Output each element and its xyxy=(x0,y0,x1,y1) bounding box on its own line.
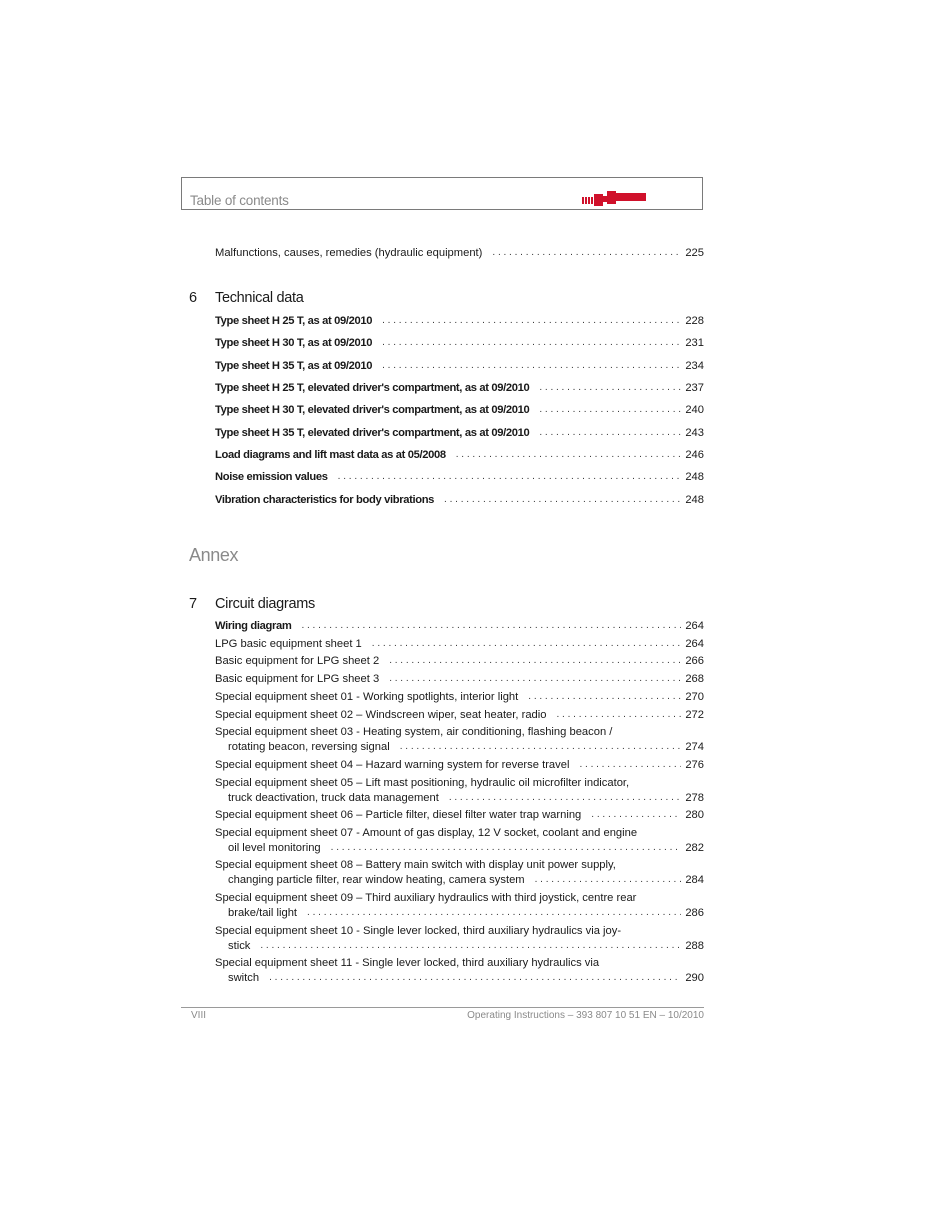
leader-dots xyxy=(556,708,681,722)
leader-dots xyxy=(307,906,681,920)
page-number: VIII xyxy=(191,1010,207,1021)
leader-dots xyxy=(539,403,681,417)
toc-entry-title-line[interactable]: Special equipment sheet 03 - Heating system, air conditioning, flashing beacon / xyxy=(215,726,613,739)
toc-entry-title: Special equipment sheet 04 – Hazard warning system for reverse travel xyxy=(215,758,570,771)
footer-divider xyxy=(181,1007,704,1008)
toc-entry-title: switch xyxy=(228,972,260,985)
toc-entry-page: 231 xyxy=(685,337,704,349)
toc-entry-title: truck deactivation, truck data management xyxy=(228,791,439,804)
toc-entry[interactable] xyxy=(215,493,704,507)
toc-entry[interactable] xyxy=(215,619,704,633)
toc-entry-page: 274 xyxy=(685,741,704,754)
section-title: Technical data xyxy=(215,290,304,306)
toc-entry-title-line[interactable]: Special equipment sheet 08 – Battery main switch with display unit power supply, xyxy=(215,859,616,872)
toc-entry[interactable] xyxy=(215,654,704,668)
toc-entry-page: 228 xyxy=(685,315,704,327)
leader-dots xyxy=(579,758,681,772)
toc-entry-title: Special equipment sheet 02 – Windscreen wiper, seat heater, radio xyxy=(215,708,547,721)
toc-entry[interactable] xyxy=(215,381,704,395)
toc-entry-page: 225 xyxy=(685,247,704,259)
brand-logo-icon xyxy=(582,190,648,208)
toc-entry-page: 278 xyxy=(685,791,704,804)
toc-entry[interactable] xyxy=(228,939,704,953)
toc-entry-title: LPG basic equipment sheet 1 xyxy=(215,637,362,650)
toc-entry-title: Malfunctions, causes, remedies (hydraulic equipment) xyxy=(215,247,483,259)
toc-entry-page: 290 xyxy=(685,972,704,985)
toc-entry-title: Type sheet H 30 T, elevated driver's compartment, as at 09/2010 xyxy=(215,404,530,416)
toc-entry[interactable] xyxy=(228,906,704,920)
toc-entry-title: Type sheet H 35 T, as at 09/2010 xyxy=(215,360,373,372)
toc-entry-page: 276 xyxy=(685,758,704,771)
toc-entry[interactable] xyxy=(215,808,704,822)
toc-entry[interactable] xyxy=(215,690,704,704)
toc-entry-title: Vibration characteristics for body vibrations xyxy=(215,494,435,506)
toc-entry-title: Special equipment sheet 01 - Working spotlights, interior light xyxy=(215,690,519,703)
leader-dots xyxy=(535,873,682,887)
leader-dots xyxy=(492,246,681,260)
leader-dots xyxy=(338,470,682,484)
toc-entry[interactable] xyxy=(215,403,704,417)
toc-entry-title: Special equipment sheet 06 – Particle filter, diesel filter water trap warning xyxy=(215,809,582,822)
toc-entry[interactable] xyxy=(215,314,704,328)
toc-entry[interactable] xyxy=(228,971,704,985)
toc-entry[interactable] xyxy=(215,672,704,686)
toc-entry-title: brake/tail light xyxy=(228,907,298,919)
toc-entry-title: Basic equipment for LPG sheet 3 xyxy=(215,673,380,686)
toc-entry[interactable] xyxy=(215,359,704,373)
toc-entry-page: 266 xyxy=(685,655,704,668)
toc-entry-title: rotating beacon, reversing signal xyxy=(228,741,390,754)
leader-dots xyxy=(528,690,681,704)
toc-entry[interactable] xyxy=(215,758,704,772)
toc-entry[interactable] xyxy=(215,637,704,651)
toc-entry-page: 243 xyxy=(685,427,704,439)
leader-dots xyxy=(331,841,682,855)
toc-entry-title-line[interactable]: Special equipment sheet 07 - Amount of gas display, 12 V socket, coolant and engine xyxy=(215,826,638,839)
toc-entry-title: Noise emission values xyxy=(215,471,328,483)
page-header xyxy=(181,177,703,210)
leader-dots xyxy=(382,314,681,328)
toc-entry[interactable] xyxy=(215,708,704,722)
toc-entry-page: 284 xyxy=(685,874,704,887)
leader-dots xyxy=(456,448,682,462)
leader-dots xyxy=(400,740,682,754)
toc-entry[interactable] xyxy=(215,336,704,350)
toc-entry-title: Basic equipment for LPG sheet 2 xyxy=(215,655,380,668)
toc-entry-title: Type sheet H 25 T, as at 09/2010 xyxy=(215,315,373,327)
leader-dots xyxy=(382,359,681,373)
toc-entry-title: Type sheet H 25 T, elevated driver's compartment, as at 09/2010 xyxy=(215,382,530,394)
section-number: 7 xyxy=(189,596,197,612)
document-reference: Operating Instructions – 393 807 10 51 EN – 10/2010 xyxy=(467,1010,704,1021)
toc-entry-intro[interactable] xyxy=(215,246,704,260)
header-title: Table of contents xyxy=(190,193,289,208)
leader-dots xyxy=(301,619,681,633)
toc-entry-page: 248 xyxy=(685,494,704,506)
toc-entry-title: Type sheet H 35 T, elevated driver's compartment, as at 09/2010 xyxy=(215,427,530,439)
leader-dots xyxy=(444,493,681,507)
toc-entry[interactable] xyxy=(228,841,704,855)
toc-entry-page: 288 xyxy=(685,939,704,952)
section-number: 6 xyxy=(189,290,197,306)
toc-entry[interactable] xyxy=(228,791,704,805)
leader-dots xyxy=(539,426,681,440)
toc-entry-page: 246 xyxy=(685,449,704,461)
toc-entry-page: 237 xyxy=(685,382,704,394)
toc-entry-page: 234 xyxy=(685,360,704,372)
toc-entry-title-line[interactable]: Special equipment sheet 10 - Single lever locked, third auxiliary hydraulics via joy- xyxy=(215,924,622,937)
toc-entry-title: Wiring diagram xyxy=(215,620,292,632)
leader-dots xyxy=(539,381,681,395)
toc-entry-title-line[interactable]: Special equipment sheet 09 – Third auxiliary hydraulics with third joystick, centre rear xyxy=(215,892,637,904)
toc-entry-page: 270 xyxy=(685,690,704,703)
leader-dots xyxy=(591,808,681,822)
section-title: Circuit diagrams xyxy=(215,596,315,612)
leader-dots xyxy=(260,939,681,953)
toc-entry-page: 272 xyxy=(685,708,704,721)
toc-entry-page: 280 xyxy=(685,809,704,822)
toc-entry-title: Type sheet H 30 T, as at 09/2010 xyxy=(215,337,373,349)
leader-dots xyxy=(389,672,681,686)
toc-entry-page: 268 xyxy=(685,673,704,686)
toc-entry[interactable] xyxy=(228,873,704,887)
toc-entry-title: stick xyxy=(228,939,251,952)
toc-entry-title: changing particle filter, rear window heating, camera system xyxy=(228,874,525,887)
leader-dots xyxy=(372,637,682,651)
leader-dots xyxy=(449,791,682,805)
toc-entry[interactable] xyxy=(228,740,704,754)
toc-entry-page: 248 xyxy=(685,471,704,483)
toc-entry-title-line[interactable]: Special equipment sheet 11 - Single lever locked, third auxiliary hydraulics via xyxy=(215,957,600,970)
toc-entry-title: Load diagrams and lift mast data as at 05/2008 xyxy=(215,449,446,461)
toc-entry-title: oil level monitoring xyxy=(228,841,321,854)
toc-entry-page: 264 xyxy=(685,637,704,650)
annex-heading: Annex xyxy=(189,545,239,565)
leader-dots xyxy=(269,971,681,985)
toc-entry[interactable] xyxy=(215,470,704,484)
toc-entry-page: 264 xyxy=(685,620,704,632)
toc-entry-page: 240 xyxy=(685,404,704,416)
toc-entry-page: 282 xyxy=(685,841,704,854)
toc-entry-page: 286 xyxy=(685,907,704,919)
toc-entry[interactable] xyxy=(215,426,704,440)
toc-entry-title-line[interactable]: Special equipment sheet 05 – Lift mast positioning, hydraulic oil microfilter indicator, xyxy=(215,776,630,789)
toc-entry[interactable] xyxy=(215,448,704,462)
leader-dots xyxy=(389,654,681,668)
leader-dots xyxy=(382,336,681,350)
